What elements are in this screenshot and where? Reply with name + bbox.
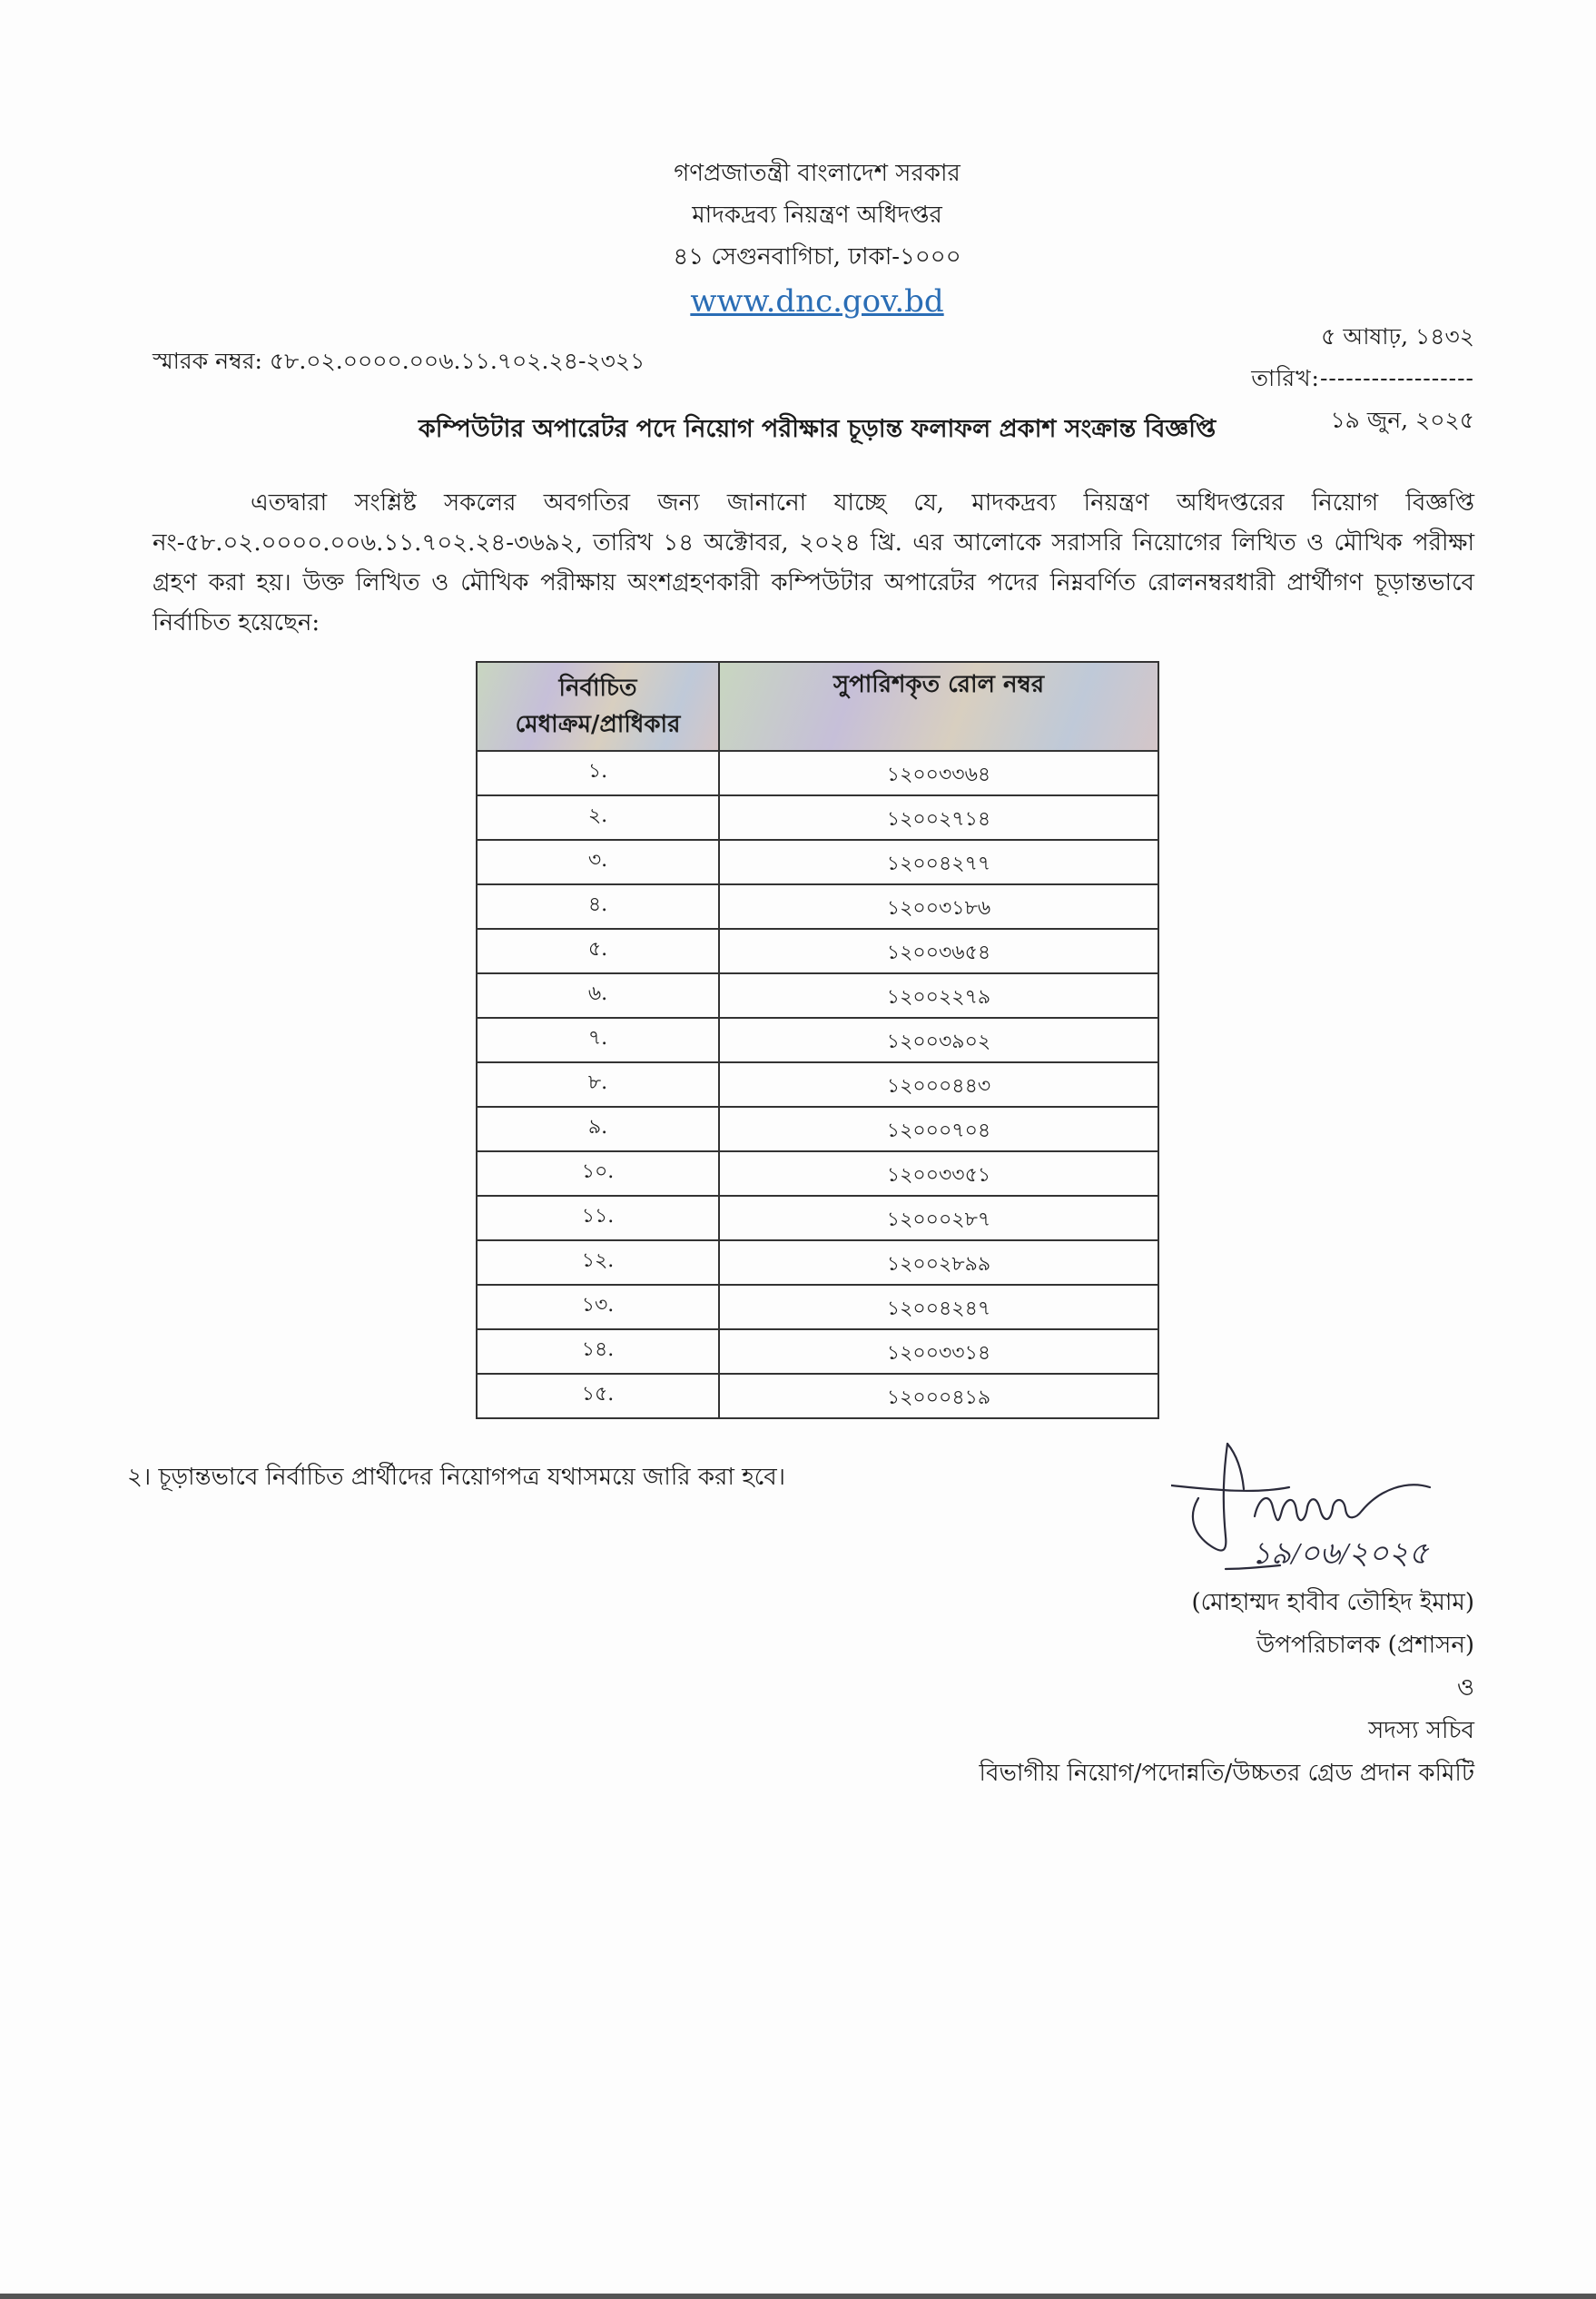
serial-cell: ১. bbox=[477, 751, 719, 795]
header-merit-order bbox=[477, 662, 719, 751]
date-bangla: ৫ আষাঢ়, ১৪৩২ bbox=[1321, 323, 1474, 350]
table-row bbox=[477, 1151, 1158, 1196]
serial-cell: ৪. bbox=[477, 884, 719, 929]
notice-subject: কম্পিউটার অপারেটর পদে নিয়োগ পরীক্ষার চূড়ান্ত ফলাফল প্রকাশ সংক্রান্ত বিজ্ঞপ্তি bbox=[418, 415, 1217, 443]
serial-cell: ১৩. bbox=[477, 1285, 719, 1329]
serial-cell: ৭. bbox=[477, 1018, 719, 1062]
serial-cell: ২. bbox=[477, 795, 719, 840]
header-merit-order-line2: মেধাক্রম/প্রাধিকার bbox=[515, 711, 681, 738]
table-row bbox=[477, 1062, 1158, 1107]
department-name: মাদকদ্রব্য নিয়ন্ত্রণ অধিদপ্তর bbox=[692, 202, 942, 229]
serial-cell: ৬. bbox=[477, 973, 719, 1018]
roll-cell: ১২০০২২৭৯ bbox=[719, 973, 1158, 1018]
table-row bbox=[477, 840, 1158, 884]
serial-cell: ৩. bbox=[477, 840, 719, 884]
serial-cell: ৮. bbox=[477, 1062, 719, 1107]
roll-cell: ১২০০৩৩১৪ bbox=[719, 1329, 1158, 1374]
roll-cell: ১২০০৩৩৬৪ bbox=[719, 751, 1158, 795]
handwritten-signature bbox=[1171, 1435, 1462, 1580]
result-table bbox=[476, 661, 1159, 1419]
table-row bbox=[477, 1018, 1158, 1062]
roll-cell: ১২০০০২৮৭ bbox=[719, 1196, 1158, 1240]
roll-cell: ১২০০২৭১৪ bbox=[719, 795, 1158, 840]
roll-cell: ১২০০৩৩৫১ bbox=[719, 1151, 1158, 1196]
serial-cell: ১০. bbox=[477, 1151, 719, 1196]
table-row bbox=[477, 929, 1158, 973]
signatory-designation: উপপরিচালক (প্রশাসন) bbox=[1256, 1632, 1474, 1659]
table-row bbox=[477, 1329, 1158, 1374]
header-merit-order-line1: নির্বাচিত bbox=[558, 675, 637, 702]
signatory-block bbox=[980, 1582, 1474, 1795]
roll-cell: ১২০০৩৬৫৪ bbox=[719, 929, 1158, 973]
page-edge bbox=[0, 2294, 1596, 2299]
appointment-note: ২। চূড়ান্তভাবে নির্বাচিত প্রার্থীদের নিয়োগপত্র যথাসময়ে জারি করা হবে। bbox=[127, 1464, 786, 1491]
roll-cell: ১২০০৩৯০২ bbox=[719, 1018, 1158, 1062]
department-address: ৪১ সেগুনবাগিচা, ঢাকা-১০০০ bbox=[673, 243, 961, 271]
date-english: ১৯ জুন, ২০২৫ bbox=[1330, 407, 1474, 433]
table-header-row bbox=[477, 662, 1158, 751]
table-row bbox=[477, 1196, 1158, 1240]
serial-cell: ১১. bbox=[477, 1196, 719, 1240]
table-row bbox=[477, 795, 1158, 840]
table-row bbox=[477, 1285, 1158, 1329]
serial-cell: ৯. bbox=[477, 1107, 719, 1151]
website-link[interactable]: www.dnc.gov.bd bbox=[690, 283, 944, 320]
roll-cell: ১২০০৪২৭৭ bbox=[719, 840, 1158, 884]
signatory-name: (মোহাম্মদ হাবীব তৌহিদ ইমাম) bbox=[1191, 1589, 1474, 1616]
signatory-conjunction: ও bbox=[1456, 1674, 1474, 1702]
serial-cell: ১৫. bbox=[477, 1374, 719, 1418]
roll-cell: ১২০০০৪৪৩ bbox=[719, 1062, 1158, 1107]
signatory-role: সদস্য সচিব bbox=[1368, 1717, 1474, 1744]
table-row bbox=[477, 1374, 1158, 1418]
letterhead bbox=[0, 153, 1596, 323]
signature-date: ১৯/০৬/২০২৫ bbox=[1251, 1537, 1429, 1571]
table-row bbox=[477, 1107, 1158, 1151]
roll-cell: ১২০০০৪১৯ bbox=[719, 1374, 1158, 1418]
serial-cell: ১৪. bbox=[477, 1329, 719, 1374]
notice-body: এতদ্বারা সংশ্লিষ্ট সকলের অবগতির জন্য জানানো যাচ্ছে যে, মাদকদ্রব্য নিয়ন্ত্রণ অধিদপ্তরের নিয়োগ বিজ্ঞপ্তি নং-৫৮.০২.০০০০.০০৬.১১.৭০২.২৪-৩৬৯২, তারিখ ১৪ অক্টোবর, ২০২৪ খ্রি. এর আলোকে সরাসরি নিয়োগের লিখিত ও মৌখিক পরীক্ষা গ্রহণ করা হয়। উক্ত লিখিত ও মৌখিক পরীক্ষায় অংশগ্রহণকারী কম্পিউটার অপারেটর পদের নিম্নবর্ণিত রোলনম্বরধারী প্রার্থীগণ চূড়ান্তভাবে নির্বাচিত হয়েছেন: bbox=[153, 489, 1474, 636]
header-roll-number: সুপারিশকৃত রোল নম্বর bbox=[719, 662, 1158, 751]
serial-cell: ১২. bbox=[477, 1240, 719, 1285]
roll-cell: ১২০০২৮৯৯ bbox=[719, 1240, 1158, 1285]
date-label: তারিখ:------------------ bbox=[1251, 365, 1474, 391]
table-row bbox=[477, 973, 1158, 1018]
signatory-committee: বিভাগীয় নিয়োগ/পদোন্নতি/উচ্চতর গ্রেড প্রদান কমিটি bbox=[979, 1760, 1474, 1787]
table-row bbox=[477, 884, 1158, 929]
government-name: গণপ্রজাতন্ত্রী বাংলাদেশ সরকার bbox=[674, 160, 961, 187]
roll-cell: ১২০০৪২৪৭ bbox=[719, 1285, 1158, 1329]
table-row bbox=[477, 751, 1158, 795]
serial-cell: ৫. bbox=[477, 929, 719, 973]
table-row bbox=[477, 1240, 1158, 1285]
roll-cell: ১২০০৩১৮৬ bbox=[719, 884, 1158, 929]
roll-cell: ১২০০০৭০৪ bbox=[719, 1107, 1158, 1151]
memo-number: স্মারক নম্বর: ৫৮.০২.০০০০.০০৬.১১.৭০২.২৪-২৩২১ bbox=[153, 348, 645, 374]
